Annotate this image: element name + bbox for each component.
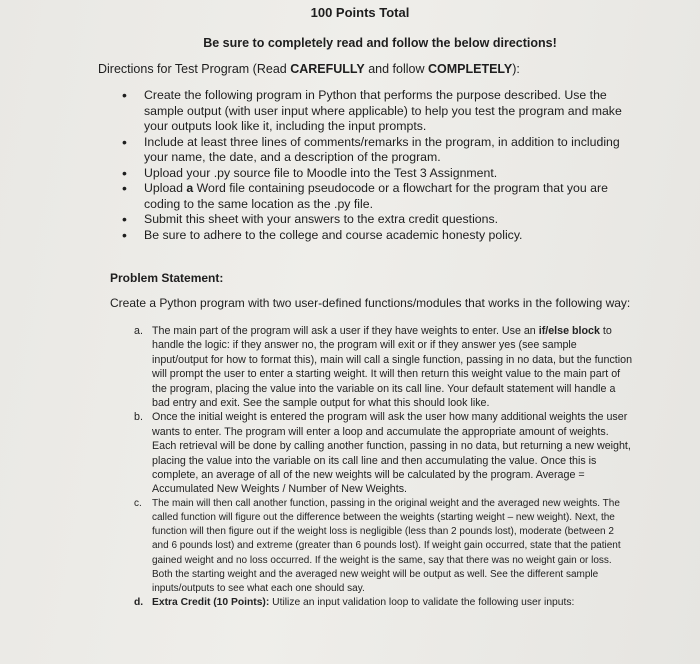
problem-statement-heading: Problem Statement: (110, 271, 224, 285)
bullet-dot-icon: • (122, 133, 127, 150)
bullet-item (120, 212, 645, 228)
step-c (128, 497, 633, 596)
bullet-item (120, 88, 645, 135)
step-d (128, 596, 633, 610)
directions-suffix: ): (512, 62, 520, 76)
step-marker: a. (134, 325, 143, 337)
step-marker: b. (134, 411, 143, 424)
read-directions-notice: Be sure to completely read and follow the below directions! (203, 36, 557, 50)
bullet-text: Submit this sheet with your answers to the extra credit questions. (144, 212, 499, 226)
directions-bullet-list (120, 88, 645, 243)
bullet-text: Include at least three lines of comments/remarks in the program, in addition to including your name, the date, and a description of the program. (144, 134, 620, 164)
bullet-item (120, 135, 645, 166)
directions-heading (98, 62, 520, 76)
step-a (128, 324, 633, 410)
bullet-dot-icon: • (122, 211, 127, 227)
step-c-text: The main will then call another function, passing in the original weight and the averaged new weights. The called function will figure out the difference between the weights (starting weight – new weight). Next, the function will then figure out if the weight loss is negligible (less than 2 pounds lost), moderate (between 2 and 6 pounds lost) and extreme (greater than 6 pounds lost). If weight gain occurred, state that the patient gained weight and no loss occurred. If the weight is the same, say that there was no weight gain or loss. Both the starting weight and the averaged new weight will be output as well. See the different sample inputs/outputs to see what each one should say. (152, 497, 621, 595)
step-a-text-1: The main part of the program will ask a user if they have weights to enter. Use an (152, 325, 539, 337)
problem-steps-list (128, 324, 633, 611)
step-marker: d. (134, 597, 144, 609)
bullet-dot-icon: • (122, 180, 127, 196)
bullet-text: Be sure to adhere to the college and course academic honesty policy. (144, 227, 523, 242)
step-d-text: Utilize an input validation loop to validate the following user inputs: (269, 597, 575, 609)
bullet-text: Create the following program in Python that performs the purpose described. Use the sample output (with user input where applicable) to help you test the program and make your outputs look like it, including the input prompts. (144, 88, 622, 133)
bullet-dot-icon: • (122, 226, 127, 243)
bullet-dot-icon: • (122, 164, 127, 181)
points-total-heading: 100 Points Total (310, 5, 410, 20)
step-a-bold: if/else block (538, 325, 600, 337)
problem-statement-intro: Create a Python program with two user-defined functions/modules that works in the following way: (110, 296, 631, 310)
bullet-dot-icon: • (122, 87, 127, 103)
bullet-item (120, 228, 645, 244)
bullet-word-bold: a (186, 181, 194, 195)
directions-prefix: Directions for Test Program (Read (98, 62, 291, 76)
bullet-word-prefix: Upload (144, 181, 187, 195)
step-b-text: Once the initial weight is entered the program will ask the user how many additional weights the user wants to enter. The program will enter a loop and accumulate the appropriate amount of weights. Each retrieval will be done by calling another function, passing in no data, but returning a new weight, placing the value into the variable on its call line and then accumulating the value. Once this is complete, an average of all of the new weights will be calculated by the program. Average = Accumulated New Weights / Number of New Weights. (152, 411, 631, 496)
step-marker: c. (134, 497, 142, 509)
bullet-item (120, 181, 645, 212)
bullet-item (120, 166, 645, 182)
bullet-text: Upload your .py source file to Moodle into the Test 3 Assignment. (144, 165, 498, 180)
step-b (128, 410, 633, 496)
directions-bold-completely: COMPLETELY (427, 62, 513, 76)
directions-bold-carefully: CAREFULLY (290, 62, 365, 76)
step-a-text-2: to handle the logic: if they answer no, the program will exit or if they answer yes (see sample input/output for how to format this), main will call a single function, passing in no data, but the function will prompt the user to enter a starting weight. It will then return this weight value to the main part of the program, placing the value into the variable on its call line. Your default statement will handle a bad entry and exit. See the sample output for what this should look like. (152, 325, 633, 410)
extra-credit-label: Extra Credit (10 Points): (152, 597, 270, 609)
directions-middle: and follow (364, 62, 428, 76)
bullet-word-suffix: Word file containing pseudocode or a flowchart for the program that you are coding to the same location as the .py file. (144, 181, 608, 211)
